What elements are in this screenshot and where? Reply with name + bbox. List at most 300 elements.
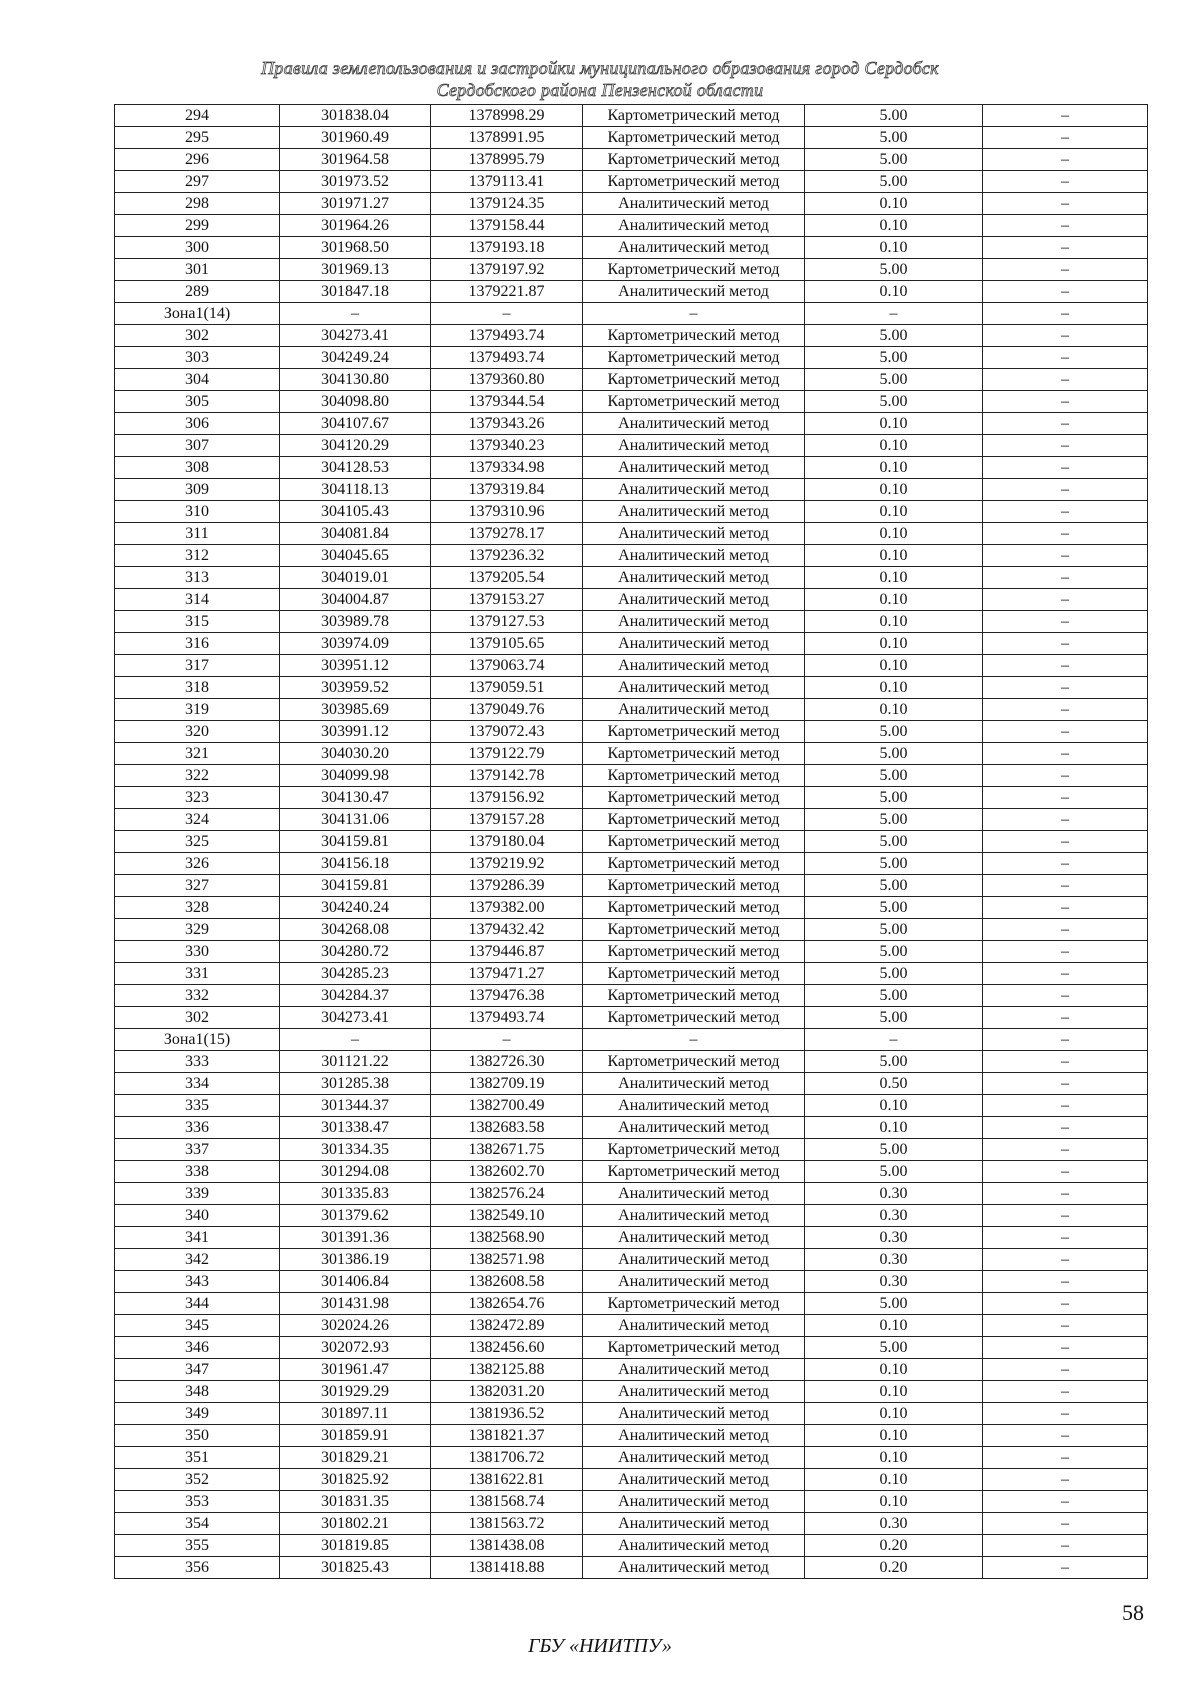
x-coordinate-cell: 304268.08: [280, 919, 431, 941]
y-coordinate-cell: 1381936.52: [431, 1403, 583, 1425]
point-number-cell: 330: [115, 941, 280, 963]
accuracy-cell: 5.00: [805, 831, 983, 853]
accuracy-cell: 0.10: [805, 501, 983, 523]
method-cell: Аналитический метод: [583, 567, 805, 589]
x-coordinate-cell: 303991.12: [280, 721, 431, 743]
x-coordinate-cell: 304130.47: [280, 787, 431, 809]
y-coordinate-cell: 1382576.24: [431, 1183, 583, 1205]
dash-cell: –: [983, 1227, 1148, 1249]
table-row: [115, 611, 1148, 633]
method-cell: Аналитический метод: [583, 545, 805, 567]
table-row: [115, 237, 1148, 259]
point-number-cell: 356: [115, 1557, 280, 1579]
dash-cell: –: [983, 1469, 1148, 1491]
y-coordinate-cell: 1379340.23: [431, 435, 583, 457]
x-coordinate-cell: 301406.84: [280, 1271, 431, 1293]
table-row: [115, 1447, 1148, 1469]
table-row: [115, 677, 1148, 699]
dash-cell: –: [983, 193, 1148, 215]
table-row: [115, 1403, 1148, 1425]
dash-cell: –: [983, 1513, 1148, 1535]
point-number-cell: 319: [115, 699, 280, 721]
table-row: [115, 721, 1148, 743]
point-number-cell: 335: [115, 1095, 280, 1117]
point-number-cell: 323: [115, 787, 280, 809]
method-cell: Картометрический метод: [583, 259, 805, 281]
dash-cell: –: [983, 853, 1148, 875]
y-coordinate-cell: 1379493.74: [431, 1007, 583, 1029]
point-number-cell: 299: [115, 215, 280, 237]
table-row: [115, 127, 1148, 149]
y-coordinate-cell: 1382683.58: [431, 1117, 583, 1139]
table-row: [115, 1183, 1148, 1205]
point-number-cell: 289: [115, 281, 280, 303]
dash-cell: –: [983, 215, 1148, 237]
dash-cell: –: [983, 1271, 1148, 1293]
method-cell: Картометрический метод: [583, 347, 805, 369]
dash-cell: –: [983, 259, 1148, 281]
point-number-cell: 294: [115, 105, 280, 127]
x-coordinate-cell: 304004.87: [280, 589, 431, 611]
y-coordinate-cell: 1379072.43: [431, 721, 583, 743]
table-row: [115, 1139, 1148, 1161]
method-cell: Картометрический метод: [583, 765, 805, 787]
table-row: [115, 259, 1148, 281]
accuracy-cell: 0.10: [805, 479, 983, 501]
x-coordinate-cell: 304159.81: [280, 875, 431, 897]
method-cell: Аналитический метод: [583, 589, 805, 611]
x-coordinate-cell: 301344.37: [280, 1095, 431, 1117]
point-number-cell: 325: [115, 831, 280, 853]
table-row: [115, 1359, 1148, 1381]
dash-cell: –: [983, 1557, 1148, 1579]
y-coordinate-cell: 1379286.39: [431, 875, 583, 897]
dash-cell: –: [431, 1029, 583, 1051]
accuracy-cell: 0.10: [805, 567, 983, 589]
method-cell: Картометрический метод: [583, 391, 805, 413]
x-coordinate-cell: 304273.41: [280, 325, 431, 347]
accuracy-cell: 0.10: [805, 1315, 983, 1337]
y-coordinate-cell: 1381563.72: [431, 1513, 583, 1535]
point-number-cell: 314: [115, 589, 280, 611]
x-coordinate-cell: 304280.72: [280, 941, 431, 963]
point-number-cell: 322: [115, 765, 280, 787]
method-cell: Картометрический метод: [583, 721, 805, 743]
method-cell: Картометрический метод: [583, 963, 805, 985]
accuracy-cell: 5.00: [805, 149, 983, 171]
dash-cell: –: [983, 963, 1148, 985]
method-cell: Аналитический метод: [583, 1447, 805, 1469]
point-number-cell: 346: [115, 1337, 280, 1359]
point-number-cell: 350: [115, 1425, 280, 1447]
method-cell: Аналитический метод: [583, 611, 805, 633]
accuracy-cell: 5.00: [805, 171, 983, 193]
dash-cell: –: [983, 1403, 1148, 1425]
dash-cell: –: [983, 545, 1148, 567]
x-coordinate-cell: 301121.22: [280, 1051, 431, 1073]
dash-cell: –: [983, 1315, 1148, 1337]
point-number-cell: 337: [115, 1139, 280, 1161]
point-number-cell: 298: [115, 193, 280, 215]
y-coordinate-cell: 1379127.53: [431, 611, 583, 633]
accuracy-cell: 0.30: [805, 1271, 983, 1293]
table-row: [115, 479, 1148, 501]
point-number-cell: 331: [115, 963, 280, 985]
table-row: [115, 347, 1148, 369]
table-row: [115, 1557, 1148, 1579]
table-row: [115, 1513, 1148, 1535]
point-number-cell: 296: [115, 149, 280, 171]
x-coordinate-cell: 303985.69: [280, 699, 431, 721]
point-number-cell: 310: [115, 501, 280, 523]
method-cell: Картометрический метод: [583, 919, 805, 941]
x-coordinate-cell: 301294.08: [280, 1161, 431, 1183]
dash-cell: –: [983, 303, 1148, 325]
dash-cell: –: [983, 1029, 1148, 1051]
dash-cell: –: [983, 809, 1148, 831]
table-row: [115, 1073, 1148, 1095]
y-coordinate-cell: 1382549.10: [431, 1205, 583, 1227]
dash-cell: –: [983, 1535, 1148, 1557]
point-number-cell: 297: [115, 171, 280, 193]
x-coordinate-cell: 304107.67: [280, 413, 431, 435]
x-coordinate-cell: 301335.83: [280, 1183, 431, 1205]
point-number-cell: 304: [115, 369, 280, 391]
method-cell: Аналитический метод: [583, 1073, 805, 1095]
table-row: [115, 1007, 1148, 1029]
accuracy-cell: 5.00: [805, 1139, 983, 1161]
dash-cell: –: [983, 1205, 1148, 1227]
y-coordinate-cell: 1379236.32: [431, 545, 583, 567]
table-row: [115, 919, 1148, 941]
accuracy-cell: 0.30: [805, 1513, 983, 1535]
y-coordinate-cell: 1379476.38: [431, 985, 583, 1007]
running-header-line-2: Сердобского района Пензенской области: [436, 80, 764, 100]
y-coordinate-cell: 1379193.18: [431, 237, 583, 259]
method-cell: Картометрический метод: [583, 875, 805, 897]
point-number-cell: 320: [115, 721, 280, 743]
dash-cell: –: [983, 1183, 1148, 1205]
accuracy-cell: 5.00: [805, 325, 983, 347]
accuracy-cell: 5.00: [805, 875, 983, 897]
point-number-cell: 329: [115, 919, 280, 941]
x-coordinate-cell: 304081.84: [280, 523, 431, 545]
y-coordinate-cell: 1378998.29: [431, 105, 583, 127]
table-row: [115, 743, 1148, 765]
accuracy-cell: 5.00: [805, 941, 983, 963]
dash-cell: –: [983, 1491, 1148, 1513]
y-coordinate-cell: 1379221.87: [431, 281, 583, 303]
point-number-cell: 345: [115, 1315, 280, 1337]
accuracy-cell: 5.00: [805, 1161, 983, 1183]
y-coordinate-cell: 1379278.17: [431, 523, 583, 545]
table-row: [115, 941, 1148, 963]
point-number-cell: 347: [115, 1359, 280, 1381]
table-row: [115, 215, 1148, 237]
table-row: [115, 1205, 1148, 1227]
x-coordinate-cell: 301831.35: [280, 1491, 431, 1513]
dash-cell: –: [983, 1249, 1148, 1271]
x-coordinate-cell: 304099.98: [280, 765, 431, 787]
dash-cell: –: [280, 303, 431, 325]
point-number-cell: 326: [115, 853, 280, 875]
dash-cell: –: [983, 435, 1148, 457]
y-coordinate-cell: 1379219.92: [431, 853, 583, 875]
point-number-cell: 306: [115, 413, 280, 435]
zone-header-row: [115, 1029, 1148, 1051]
accuracy-cell: 0.10: [805, 1117, 983, 1139]
x-coordinate-cell: 301929.29: [280, 1381, 431, 1403]
y-coordinate-cell: 1379471.27: [431, 963, 583, 985]
x-coordinate-cell: 304030.20: [280, 743, 431, 765]
accuracy-cell: 5.00: [805, 105, 983, 127]
table-row: [115, 171, 1148, 193]
y-coordinate-cell: 1379319.84: [431, 479, 583, 501]
point-number-cell: 307: [115, 435, 280, 457]
point-number-cell: 333: [115, 1051, 280, 1073]
point-number-cell: 318: [115, 677, 280, 699]
y-coordinate-cell: 1379157.28: [431, 809, 583, 831]
method-cell: Аналитический метод: [583, 1183, 805, 1205]
running-header-line-1: Правила землепользования и застройки муниципального образования город Сердобск: [261, 58, 939, 78]
accuracy-cell: 0.10: [805, 193, 983, 215]
accuracy-cell: 0.10: [805, 281, 983, 303]
method-cell: Аналитический метод: [583, 1359, 805, 1381]
method-cell: Аналитический метод: [583, 677, 805, 699]
dash-cell: –: [983, 875, 1148, 897]
method-cell: Аналитический метод: [583, 1425, 805, 1447]
x-coordinate-cell: 304130.80: [280, 369, 431, 391]
dash-cell: –: [983, 897, 1148, 919]
method-cell: Картометрический метод: [583, 853, 805, 875]
dash-cell: –: [983, 149, 1148, 171]
y-coordinate-cell: 1379105.65: [431, 633, 583, 655]
x-coordinate-cell: 304128.53: [280, 457, 431, 479]
point-number-cell: 334: [115, 1073, 280, 1095]
x-coordinate-cell: 301964.26: [280, 215, 431, 237]
table-row: [115, 897, 1148, 919]
accuracy-cell: 5.00: [805, 369, 983, 391]
accuracy-cell: 0.10: [805, 1381, 983, 1403]
dash-cell: –: [983, 743, 1148, 765]
y-coordinate-cell: 1379153.27: [431, 589, 583, 611]
accuracy-cell: 0.10: [805, 523, 983, 545]
dash-cell: –: [983, 1425, 1148, 1447]
accuracy-cell: 5.00: [805, 743, 983, 765]
zone-header-row: [115, 303, 1148, 325]
x-coordinate-cell: 301971.27: [280, 193, 431, 215]
accuracy-cell: 5.00: [805, 853, 983, 875]
accuracy-cell: 0.10: [805, 1095, 983, 1117]
point-number-cell: 313: [115, 567, 280, 589]
table-row: [115, 413, 1148, 435]
table-row: [115, 435, 1148, 457]
method-cell: Картометрический метод: [583, 787, 805, 809]
method-cell: Картометрический метод: [583, 369, 805, 391]
x-coordinate-cell: 301968.50: [280, 237, 431, 259]
accuracy-cell: 5.00: [805, 721, 983, 743]
accuracy-cell: 5.00: [805, 919, 983, 941]
point-number-cell: 343: [115, 1271, 280, 1293]
method-cell: Аналитический метод: [583, 1491, 805, 1513]
method-cell: Аналитический метод: [583, 1249, 805, 1271]
point-number-cell: 301: [115, 259, 280, 281]
x-coordinate-cell: 304159.81: [280, 831, 431, 853]
point-number-cell: 315: [115, 611, 280, 633]
y-coordinate-cell: 1379180.04: [431, 831, 583, 853]
method-cell: Аналитический метод: [583, 1403, 805, 1425]
table-row: [115, 1535, 1148, 1557]
dash-cell: –: [983, 391, 1148, 413]
x-coordinate-cell: 304019.01: [280, 567, 431, 589]
accuracy-cell: 0.50: [805, 1073, 983, 1095]
accuracy-cell: 0.10: [805, 413, 983, 435]
accuracy-cell: 0.10: [805, 457, 983, 479]
y-coordinate-cell: 1382726.30: [431, 1051, 583, 1073]
point-number-cell: 354: [115, 1513, 280, 1535]
method-cell: Картометрический метод: [583, 171, 805, 193]
y-coordinate-cell: 1382608.58: [431, 1271, 583, 1293]
x-coordinate-cell: 304098.80: [280, 391, 431, 413]
method-cell: Картометрический метод: [583, 1139, 805, 1161]
x-coordinate-cell: 304105.43: [280, 501, 431, 523]
dash-cell: –: [983, 457, 1148, 479]
table-row: [115, 1161, 1148, 1183]
point-number-cell: 327: [115, 875, 280, 897]
x-coordinate-cell: 301960.49: [280, 127, 431, 149]
method-cell: Аналитический метод: [583, 699, 805, 721]
y-coordinate-cell: 1381821.37: [431, 1425, 583, 1447]
table-row: [115, 1491, 1148, 1513]
point-number-cell: 302: [115, 1007, 280, 1029]
dash-cell: –: [983, 237, 1148, 259]
table-row: [115, 633, 1148, 655]
table-row: [115, 589, 1148, 611]
page-number: 58: [1122, 1600, 1144, 1625]
y-coordinate-cell: 1379343.26: [431, 413, 583, 435]
point-number-cell: 295: [115, 127, 280, 149]
dash-cell: –: [583, 303, 805, 325]
accuracy-cell: 0.10: [805, 589, 983, 611]
dash-cell: –: [805, 1029, 983, 1051]
dash-cell: –: [983, 1381, 1148, 1403]
x-coordinate-cell: 304273.41: [280, 1007, 431, 1029]
x-coordinate-cell: 303959.52: [280, 677, 431, 699]
x-coordinate-cell: 301847.18: [280, 281, 431, 303]
x-coordinate-cell: 304045.65: [280, 545, 431, 567]
y-coordinate-cell: 1381418.88: [431, 1557, 583, 1579]
x-coordinate-cell: 303951.12: [280, 655, 431, 677]
dash-cell: –: [983, 633, 1148, 655]
method-cell: Аналитический метод: [583, 435, 805, 457]
dash-cell: –: [983, 325, 1148, 347]
method-cell: Картометрический метод: [583, 897, 805, 919]
coordinates-table: [114, 104, 1148, 1579]
y-coordinate-cell: 1382472.89: [431, 1315, 583, 1337]
point-number-cell: 338: [115, 1161, 280, 1183]
x-coordinate-cell: 304156.18: [280, 853, 431, 875]
dash-cell: –: [983, 523, 1148, 545]
accuracy-cell: 0.30: [805, 1249, 983, 1271]
y-coordinate-cell: 1382031.20: [431, 1381, 583, 1403]
method-cell: Аналитический метод: [583, 215, 805, 237]
point-number-cell: 341: [115, 1227, 280, 1249]
point-number-cell: 353: [115, 1491, 280, 1513]
table-row: [115, 1051, 1148, 1073]
y-coordinate-cell: 1382125.88: [431, 1359, 583, 1381]
accuracy-cell: 5.00: [805, 1337, 983, 1359]
x-coordinate-cell: 301964.58: [280, 149, 431, 171]
point-number-cell: 311: [115, 523, 280, 545]
method-cell: Картометрический метод: [583, 831, 805, 853]
dash-cell: –: [983, 1161, 1148, 1183]
x-coordinate-cell: 303974.09: [280, 633, 431, 655]
y-coordinate-cell: 1379205.54: [431, 567, 583, 589]
method-cell: Картометрический метод: [583, 809, 805, 831]
point-number-cell: 308: [115, 457, 280, 479]
method-cell: Аналитический метод: [583, 237, 805, 259]
method-cell: Аналитический метод: [583, 1469, 805, 1491]
table-row: [115, 1469, 1148, 1491]
x-coordinate-cell: 301391.36: [280, 1227, 431, 1249]
accuracy-cell: 5.00: [805, 127, 983, 149]
table-row: [115, 655, 1148, 677]
method-cell: Аналитический метод: [583, 501, 805, 523]
y-coordinate-cell: 1379493.74: [431, 325, 583, 347]
x-coordinate-cell: 303989.78: [280, 611, 431, 633]
accuracy-cell: 5.00: [805, 1007, 983, 1029]
method-cell: Аналитический метод: [583, 1535, 805, 1557]
x-coordinate-cell: 304118.13: [280, 479, 431, 501]
y-coordinate-cell: 1379122.79: [431, 743, 583, 765]
point-number-cell: 332: [115, 985, 280, 1007]
point-number-cell: 303: [115, 347, 280, 369]
accuracy-cell: 0.10: [805, 699, 983, 721]
x-coordinate-cell: 301961.47: [280, 1359, 431, 1381]
accuracy-cell: 0.10: [805, 611, 983, 633]
accuracy-cell: 0.30: [805, 1227, 983, 1249]
x-coordinate-cell: 304284.37: [280, 985, 431, 1007]
table-row: [115, 501, 1148, 523]
accuracy-cell: 5.00: [805, 963, 983, 985]
point-number-cell: 339: [115, 1183, 280, 1205]
method-cell: Картометрический метод: [583, 1007, 805, 1029]
x-coordinate-cell: 301897.11: [280, 1403, 431, 1425]
dash-cell: –: [983, 589, 1148, 611]
y-coordinate-cell: 1382654.76: [431, 1293, 583, 1315]
table-row: [115, 281, 1148, 303]
dash-cell: –: [983, 1073, 1148, 1095]
x-coordinate-cell: 301825.43: [280, 1557, 431, 1579]
accuracy-cell: 0.10: [805, 655, 983, 677]
table-row: [115, 1315, 1148, 1337]
table-row: [115, 1293, 1148, 1315]
point-number-cell: 317: [115, 655, 280, 677]
point-number-cell: 349: [115, 1403, 280, 1425]
accuracy-cell: 0.20: [805, 1557, 983, 1579]
y-coordinate-cell: 1379142.78: [431, 765, 583, 787]
accuracy-cell: 5.00: [805, 391, 983, 413]
dash-cell: –: [983, 941, 1148, 963]
x-coordinate-cell: 301338.47: [280, 1117, 431, 1139]
point-number-cell: 321: [115, 743, 280, 765]
point-number-cell: 355: [115, 1535, 280, 1557]
y-coordinate-cell: 1382709.19: [431, 1073, 583, 1095]
accuracy-cell: 5.00: [805, 259, 983, 281]
dash-cell: –: [983, 1293, 1148, 1315]
table-row: [115, 391, 1148, 413]
x-coordinate-cell: 304285.23: [280, 963, 431, 985]
